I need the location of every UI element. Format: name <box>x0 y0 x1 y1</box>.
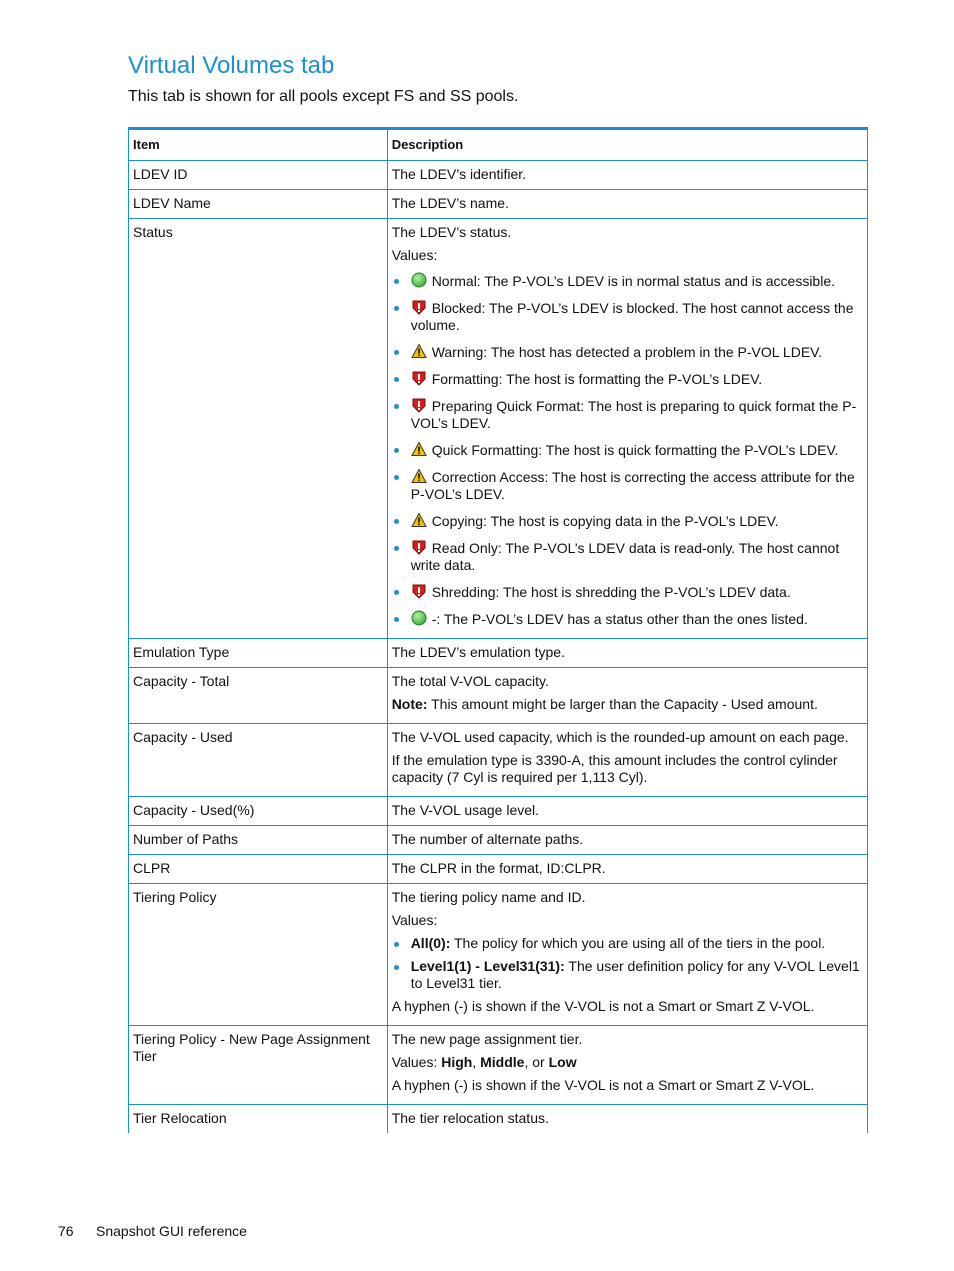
row-description: The LDEV’s emulation type. <box>387 639 867 668</box>
intro-text: This tab is shown for all pools except FS and SS pools. <box>128 88 519 105</box>
footer-section: Snapshot GUI reference <box>96 1223 247 1239</box>
blocked-icon <box>411 539 427 555</box>
row-description <box>387 219 867 639</box>
tiering-policy-values-label: Values: <box>391 912 438 928</box>
virtual-volumes-table <box>128 127 868 1133</box>
status-desc: The LDEV’s status. <box>391 224 512 240</box>
status-value-text: Warning: The host has detected a problem in the P-VOL LDEV. <box>431 344 823 360</box>
blocked-icon <box>411 583 427 599</box>
row-item: LDEV ID <box>129 161 388 190</box>
new-page-tier-desc: The new page assignment tier. <box>391 1031 583 1047</box>
status-value-text: Blocked: The P-VOL’s LDEV is blocked. The host cannot access the volume. <box>410 300 854 333</box>
table-row <box>129 826 868 855</box>
value-middle: Middle <box>480 1054 525 1070</box>
list-item <box>392 397 863 432</box>
row-description: The number of alternate paths. <box>387 826 867 855</box>
tiering-policy-hyphen-note: A hyphen (-) is shown if the V-VOL is not a Smart or Smart Z V-VOL. <box>391 998 815 1014</box>
row-description: The LDEV’s identifier. <box>387 161 867 190</box>
blocked-icon <box>411 397 427 413</box>
list-item <box>392 343 863 361</box>
status-values-label: Values: <box>391 247 438 263</box>
row-item: Number of Paths <box>129 826 388 855</box>
table-row <box>129 855 868 884</box>
row-item: Capacity - Used <box>129 724 388 797</box>
list-item <box>392 539 863 574</box>
blocked-icon <box>411 370 427 386</box>
status-value-text: Quick Formatting: The host is quick formatting the P-VOL’s LDEV. <box>431 442 839 458</box>
row-item: Emulation Type <box>129 639 388 668</box>
list-item <box>392 610 863 628</box>
values-prefix: Values: <box>391 1054 442 1070</box>
table-header-row <box>129 129 868 161</box>
table-row <box>129 161 868 190</box>
new-page-tier-values <box>392 1054 863 1071</box>
table-row <box>129 639 868 668</box>
list-item <box>392 583 863 601</box>
list-item <box>392 512 863 530</box>
status-values-list <box>392 272 863 628</box>
row-item: Capacity - Total <box>129 668 388 724</box>
page-title: Virtual Volumes tab <box>128 52 335 79</box>
normal-icon <box>411 610 427 626</box>
table-row <box>129 1105 868 1134</box>
page-footer <box>58 1223 247 1239</box>
table-row <box>129 1026 868 1105</box>
table-row <box>129 724 868 797</box>
header-description: Description <box>387 129 867 161</box>
list-item <box>392 441 863 459</box>
row-item: LDEV Name <box>129 190 388 219</box>
normal-icon <box>411 272 427 288</box>
row-item: Tiering Policy <box>129 884 388 1026</box>
row-description: The tier relocation status. <box>387 1105 867 1134</box>
value-low: Low <box>548 1054 577 1070</box>
tiering-policy-values-list <box>392 935 863 992</box>
list-item <box>392 370 863 388</box>
header-item: Item <box>129 129 388 161</box>
policy-name: All(0): <box>410 935 451 951</box>
list-item <box>392 935 863 952</box>
row-description <box>387 884 867 1026</box>
status-value-text: Correction Access: The host is correcting the access attribute for the P-VOL’s LDEV. <box>410 469 855 502</box>
row-description <box>387 668 867 724</box>
status-value-text: Shredding: The host is shredding the P-VOL’s LDEV data. <box>431 584 791 600</box>
table-row <box>129 797 868 826</box>
warning-icon <box>411 343 427 359</box>
policy-text: The policy for which you are using all of the tiers in the pool. <box>450 935 826 951</box>
list-item <box>392 299 863 334</box>
warning-icon <box>411 441 427 457</box>
capacity-used-desc: The V-VOL used capacity, which is the rounded-up amount on each page. <box>391 729 849 745</box>
capacity-used-desc2: If the emulation type is 3390-A, this amount includes the control cylinder capacity (7 Cyl is required per 1,113 Cyl). <box>391 752 838 785</box>
value-high: High <box>441 1054 473 1070</box>
status-value-text: Copying: The host is copying data in the P-VOL’s LDEV. <box>431 513 779 529</box>
list-item <box>392 958 863 992</box>
note-label: Note: <box>391 696 428 712</box>
page-number: 76 <box>58 1223 74 1239</box>
table-row <box>129 219 868 639</box>
row-description <box>387 724 867 797</box>
capacity-total-desc: The total V-VOL capacity. <box>391 673 549 689</box>
row-item: Tiering Policy - New Page Assignment Tier <box>129 1026 388 1105</box>
policy-name: Level1(1) - Level31(31): <box>410 958 565 974</box>
table-row <box>129 668 868 724</box>
warning-icon <box>411 468 427 484</box>
status-value-text: Formatting: The host is formatting the P-VOL’s LDEV. <box>431 371 763 387</box>
row-item: CLPR <box>129 855 388 884</box>
values-separator: , or <box>524 1054 549 1070</box>
status-value-text: Preparing Quick Format: The host is preparing to quick format the P-VOL’s LDEV. <box>410 398 857 431</box>
status-value-text: -: The P-VOL’s LDEV has a status other than the ones listed. <box>431 611 808 627</box>
list-item <box>392 468 863 503</box>
capacity-total-note <box>392 696 863 713</box>
status-value-text: Normal: The P-VOL’s LDEV is in normal status and is accessible. <box>431 273 836 289</box>
note-text: This amount might be larger than the Capacity - Used amount. <box>427 696 818 712</box>
row-item: Tier Relocation <box>129 1105 388 1134</box>
policy-text: The user definition policy for any V-VOL Level1 to Level31 tier. <box>410 958 860 991</box>
row-item: Status <box>129 219 388 639</box>
list-item <box>392 272 863 290</box>
blocked-icon <box>411 299 427 315</box>
row-description: The V-VOL usage level. <box>387 797 867 826</box>
status-value-text: Read Only: The P-VOL’s LDEV data is read-only. The host cannot write data. <box>410 540 840 573</box>
tiering-policy-desc: The tiering policy name and ID. <box>391 889 586 905</box>
row-item: Capacity - Used(%) <box>129 797 388 826</box>
warning-icon <box>411 512 427 528</box>
table-row <box>129 190 868 219</box>
values-separator: , <box>472 1054 481 1070</box>
row-description <box>387 1026 867 1105</box>
new-page-tier-hyphen-note: A hyphen (-) is shown if the V-VOL is not a Smart or Smart Z V-VOL. <box>391 1077 815 1093</box>
row-description: The LDEV’s name. <box>387 190 867 219</box>
row-description: The CLPR in the format, ID:CLPR. <box>387 855 867 884</box>
table-row <box>129 884 868 1026</box>
